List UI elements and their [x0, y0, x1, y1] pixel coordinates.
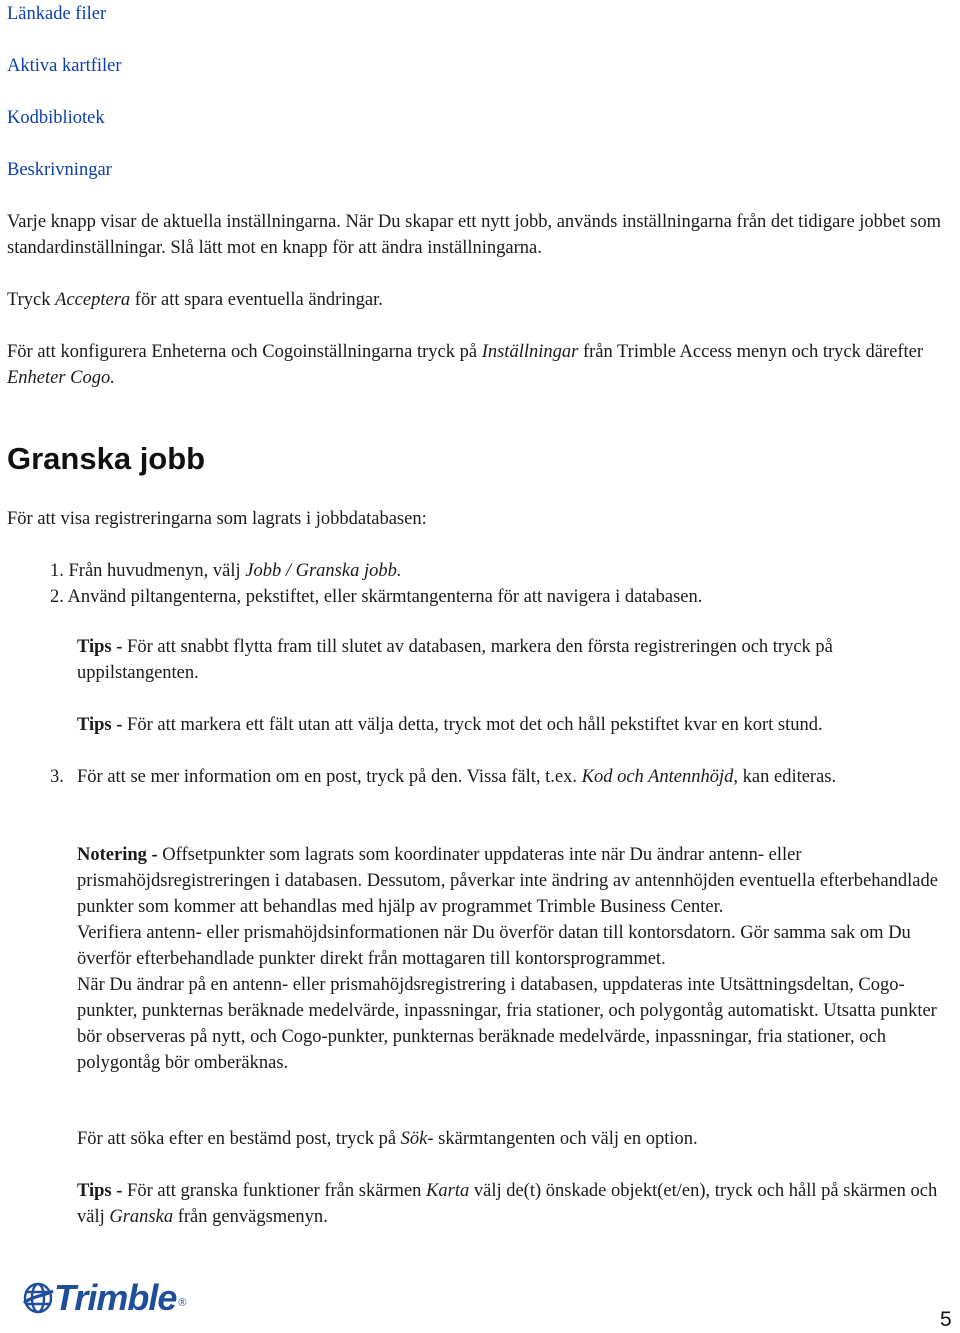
note-paragraph-3: När Du ändrar på en antenn- eller prismahöjdsregistrering i databasen, uppdateras inte Utsättningsdeltan, Cogo-punkter, punkternas beräknade medelvärde, inpassningar, fria stationer, och polygontåg automatiskt. Utsatta punkter bör observeras på nytt, och Cogo-punkter, punkternas beräknade medelvärde, inpassningar, fria stationer, och polygontåg bör omberäknas. [77, 975, 937, 1073]
note-label: Notering - [77, 845, 163, 865]
search-emphasis: Sök- [400, 1129, 434, 1149]
intro-configure-emphasis-settings: Inställningar [481, 342, 579, 362]
step-2-number: 2. [50, 587, 64, 607]
link-beskrivningar[interactable]: Beskrivningar [7, 160, 112, 180]
tip-3-text-pre: För att granska funktioner från skärmen [127, 1181, 427, 1201]
tip-1 [77, 634, 947, 686]
note-block [77, 842, 947, 1076]
section-lead: För att visa registreringarna som lagrats i jobbdatabasen: [7, 509, 427, 529]
step-3-number: 3. [50, 767, 64, 787]
step-3-emphasis: Kod och Antennhöjd, [581, 767, 739, 787]
step-2 [50, 584, 930, 610]
trimble-logo [22, 1277, 187, 1318]
note-paragraph-1 [77, 842, 947, 920]
tip-2-label: Tips - [77, 715, 128, 735]
intro-configure-emphasis-units: Enheter Cogo. [7, 368, 115, 388]
step-1-emphasis: Jobb / Granska jobb. [245, 561, 402, 581]
intro-configure-pre: För att konfigurera Enheterna och Cogoinställningarna tryck på [7, 342, 482, 362]
search-text-pre: För att söka efter en bestämd post, tryck på [77, 1129, 401, 1149]
step-1-text: Från huvudmenyn, välj [68, 561, 246, 581]
registered-mark: ® [178, 1297, 187, 1309]
note-text-1: Offsetpunkter som lagrats som koordinater uppdateras inte när Du ändrar antenn- eller prismahöjdsregistreringen i databasen. Dessutom, påverkar inte ändring av antennhöjden eventuella efterbehandlade punkter som kommer att behandlas med hjälp av programmet Trimble Business Center. [77, 845, 938, 917]
search-paragraph [77, 1126, 947, 1152]
tip-3-emphasis-review: Granska [109, 1207, 174, 1227]
tip-1-text: För att snabbt flytta fram till slutet av databasen, markera den första registreringen och tryck på uppilstangenten. [77, 637, 833, 683]
page-number: 5 [940, 1308, 952, 1331]
step-3-text-pre: För att se mer information om en post, tryck på den. Vissa fält, t.ex. [77, 767, 582, 787]
intro-paragraph-settings: Varje knapp visar de aktuella inställningarna. När Du skapar ett nytt jobb, används inställningarna från det tidigare jobbet som standardinställningar. Slå lätt mot en knapp för att ändra inställningarna. [7, 212, 941, 258]
link-aktiva-kartfiler[interactable]: Aktiva kartfiler [7, 56, 122, 76]
intro-configure-mid: från Trimble Access menyn och tryck därefter [578, 342, 924, 362]
intro-paragraph-configure [7, 339, 957, 391]
search-text-post: skärmtangenten och välj en option. [433, 1129, 698, 1149]
tip-3-emphasis-map: Karta [426, 1181, 470, 1201]
note-paragraph-2: Verifiera antenn- eller prismahöjdsinformationen när Du överför datan till kontorsdatorn. Gör samma sak om Du överför efterbehandlade punkter direkt från mottagaren till kontorsprogrammet. [77, 923, 911, 969]
trimble-globe-icon [22, 1281, 54, 1315]
tip-3-label: Tips - [77, 1181, 128, 1201]
intro-accept-post: för att spara eventuella ändringar. [130, 290, 383, 310]
step-2-text: Använd piltangenterna, pekstiftet, eller skärmtangenterna för att navigera i databasen. [67, 587, 703, 607]
tip-3 [77, 1178, 947, 1230]
intro-accept-emphasis: Acceptera [55, 290, 131, 310]
step-1 [50, 558, 930, 584]
link-lankade-filer[interactable]: Länkade filer [7, 4, 107, 24]
tip-1-label: Tips - [77, 637, 128, 657]
tip-2-text: För att markera ett fält utan att välja detta, tryck mot det och håll pekstiftet kvar en kort stund. [127, 715, 823, 735]
intro-accept-pre: Tryck [7, 290, 56, 310]
tip-3-text-mid: välj de(t) önskade objekt(et/en), tryck och håll på skärmen och välj [77, 1181, 938, 1227]
section-heading: Granska jobb [7, 441, 206, 476]
step-3-text-post: kan editeras. [738, 767, 837, 787]
step-1-number: 1. [50, 561, 64, 581]
link-kodbibliotek[interactable]: Kodbibliotek [7, 108, 105, 128]
tip-2 [77, 712, 957, 738]
intro-paragraph-accept [7, 287, 952, 313]
trimble-wordmark: Trimble [54, 1277, 177, 1318]
step-3-text [77, 764, 910, 790]
step-3 [50, 764, 910, 790]
tip-3-text-post: från genvägsmenyn. [173, 1207, 328, 1227]
